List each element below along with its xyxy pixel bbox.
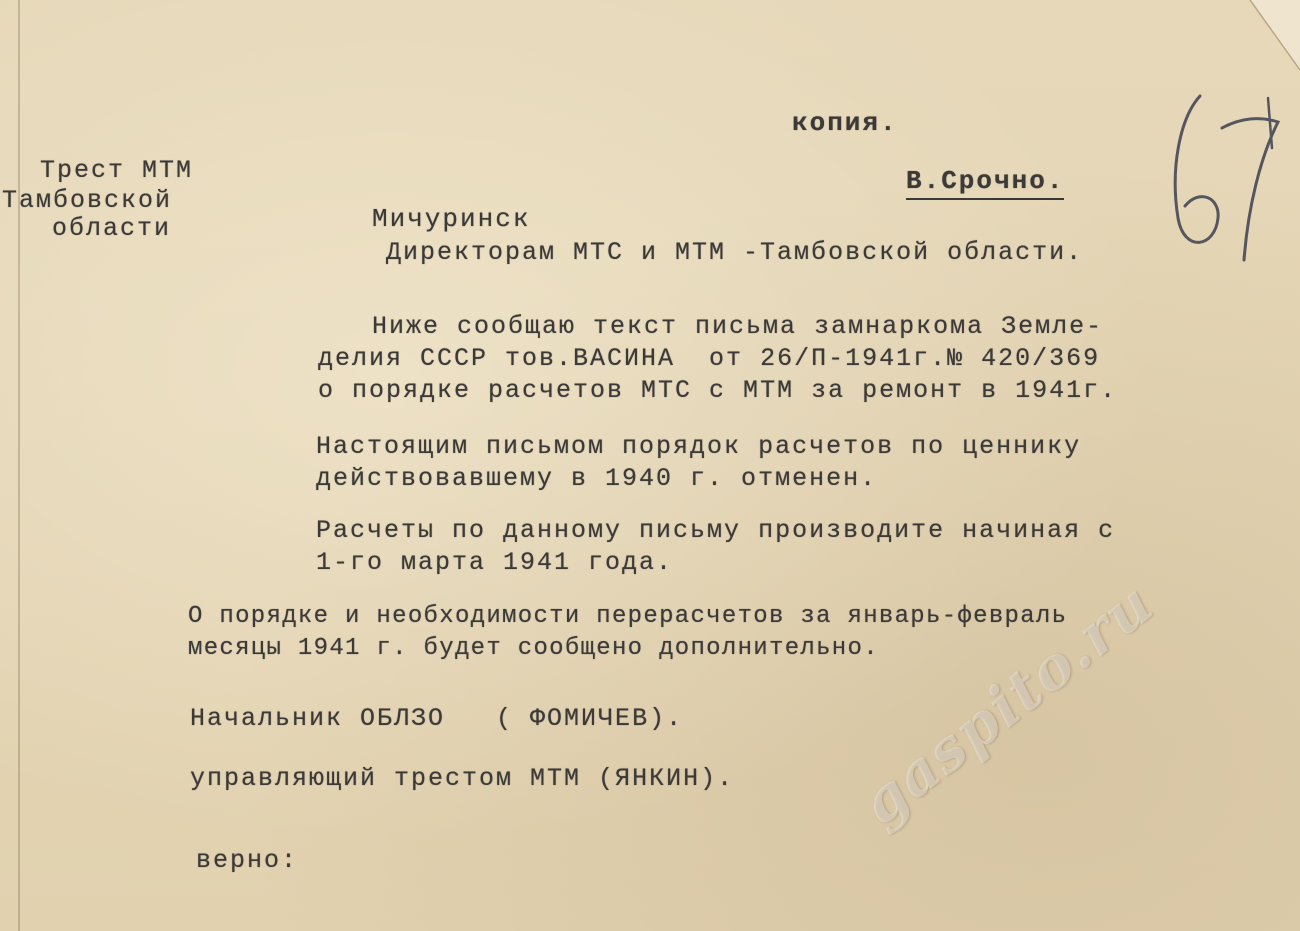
paragraph2-line1: Настоящим письмом порядок расчетов по ценнику: [316, 432, 1082, 461]
paragraph1-line1: Ниже сообщаю текст письма замнаркома Земле-: [372, 312, 1104, 341]
page-edge: [18, 0, 20, 931]
paragraph3-line1: Расчеты по данному письму производите начиная с: [316, 516, 1116, 545]
watermark: gaspito.ru: [848, 568, 1167, 838]
verified-mark: верно:: [196, 846, 299, 875]
signature-head-obl-zo: Начальник ОБЛЗО ( ФОМИЧЕВ).: [190, 704, 684, 733]
paragraph3-line2: 1-го марта 1941 года.: [316, 548, 674, 577]
urgency-mark: В.Срочно.: [906, 166, 1064, 200]
handwritten-page-number: [1160, 88, 1290, 268]
paragraph4-line1: О порядке и необходимости перерасчетов за январь-февраль: [188, 603, 1068, 630]
city-line: Мичуринск: [372, 204, 531, 234]
paragraph4-line2: месяцы 1941 г. будет сообщено дополнительно.: [188, 635, 879, 662]
copy-mark: копия.: [792, 108, 898, 138]
page-corner-fold: [1230, 0, 1300, 80]
paragraph2-line2: действовавшему в 1940 г. отменен.: [316, 464, 878, 493]
addressee-line: Директорам МТС и МТМ -Тамбовской области.: [386, 238, 1084, 267]
paragraph1-line3: о порядке расчетов МТС с МТМ за ремонт в 1941г.: [318, 376, 1118, 405]
sender-line-2: Тамбовской: [2, 186, 173, 215]
signature-trust-manager: управляющий трестом МТМ (ЯНКИН).: [190, 764, 735, 793]
sender-line-1: Трест МТМ: [40, 156, 194, 185]
paragraph1-line2: делия СССР тов.ВАСИНА от 26/П-1941г.№ 420/369: [318, 344, 1101, 373]
sender-line-3: области: [52, 214, 172, 243]
